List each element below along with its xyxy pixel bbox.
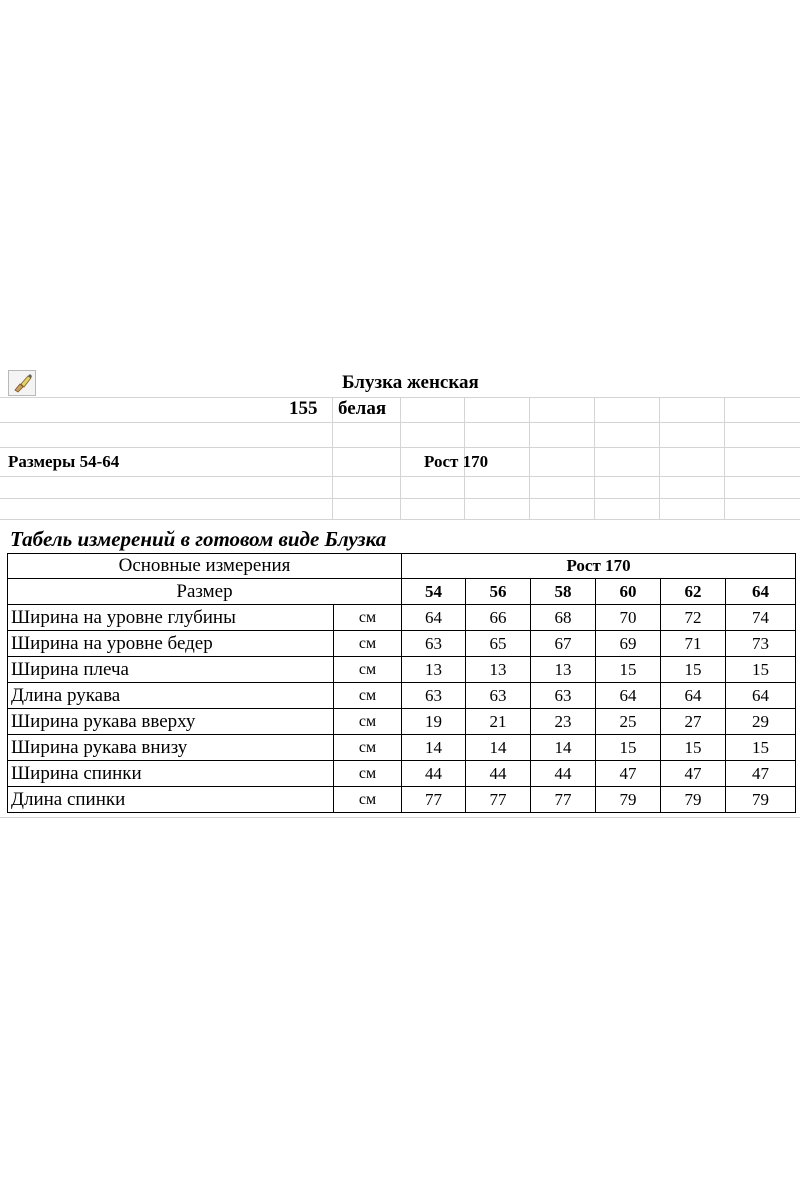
value-cell: 77: [531, 787, 596, 813]
value-cell: 69: [596, 631, 661, 657]
table-row: [8, 683, 796, 709]
grid-divider: [0, 817, 800, 818]
unit-cell: см: [334, 735, 402, 761]
value-cell: 66: [466, 605, 531, 631]
unit-cell: см: [334, 787, 402, 813]
size-cell: 56: [466, 579, 531, 605]
value-cell: 29: [726, 709, 796, 735]
value-cell: 72: [661, 605, 726, 631]
size-cell: 60: [596, 579, 661, 605]
value-cell: 73: [726, 631, 796, 657]
value-cell: 63: [402, 631, 466, 657]
value-cell: 77: [402, 787, 466, 813]
unit-cell: см: [334, 631, 402, 657]
value-cell: 44: [402, 761, 466, 787]
table-row: [8, 735, 796, 761]
value-cell: 63: [402, 683, 466, 709]
value-cell: 23: [531, 709, 596, 735]
value-cell: 77: [466, 787, 531, 813]
table-row: [8, 709, 796, 735]
measurement-table: [7, 553, 796, 813]
unit-cell: см: [334, 605, 402, 631]
measurement-label: Длина рукава: [8, 683, 334, 709]
value-cell: 14: [466, 735, 531, 761]
value-cell: 47: [661, 761, 726, 787]
value-cell: 67: [531, 631, 596, 657]
table-row: [8, 787, 796, 813]
value-cell: 47: [596, 761, 661, 787]
header-row-sizes: [8, 579, 796, 605]
value-cell: 25: [596, 709, 661, 735]
value-cell: 63: [466, 683, 531, 709]
paintbrush-icon[interactable]: [8, 370, 36, 396]
table-row: [8, 605, 796, 631]
size-cell: 54: [402, 579, 466, 605]
value-cell: 44: [531, 761, 596, 787]
unit-cell: см: [334, 683, 402, 709]
measurement-label: Ширина на уровне бедер: [8, 631, 334, 657]
size-cell: 58: [531, 579, 596, 605]
value-cell: 70: [596, 605, 661, 631]
main-measurements-header: Основные измерения: [8, 554, 402, 579]
value-cell: 15: [661, 657, 726, 683]
value-cell: 15: [661, 735, 726, 761]
value-cell: 79: [726, 787, 796, 813]
measurement-label: Длина спинки: [8, 787, 334, 813]
table-row: [8, 761, 796, 787]
table-title: Табель измерений в готовом виде Блузка: [10, 527, 387, 551]
value-cell: 65: [466, 631, 531, 657]
value-cell: 79: [596, 787, 661, 813]
value-cell: 27: [661, 709, 726, 735]
value-cell: 63: [531, 683, 596, 709]
value-cell: 14: [531, 735, 596, 761]
value-cell: 15: [726, 735, 796, 761]
value-cell: 21: [466, 709, 531, 735]
sizes-label: Размеры 54-64: [8, 452, 120, 471]
table-row: [8, 631, 796, 657]
value-cell: 44: [466, 761, 531, 787]
value-cell: 47: [726, 761, 796, 787]
height-label: Рост 170: [424, 452, 489, 471]
value-cell: 64: [402, 605, 466, 631]
table-row: [8, 657, 796, 683]
unit-cell: см: [334, 709, 402, 735]
value-cell: 74: [726, 605, 796, 631]
measurement-label: Ширина плеча: [8, 657, 334, 683]
value-cell: 79: [661, 787, 726, 813]
size-header: Размер: [8, 579, 402, 605]
size-cell: 64: [726, 579, 796, 605]
measurement-label: Ширина спинки: [8, 761, 334, 787]
value-cell: 13: [466, 657, 531, 683]
unit-cell: см: [334, 761, 402, 787]
value-cell: 71: [661, 631, 726, 657]
measurement-label: Ширина рукава вверху: [8, 709, 334, 735]
value-cell: 15: [596, 657, 661, 683]
measurement-label: Ширина рукава внизу: [8, 735, 334, 761]
size-cell: 62: [661, 579, 726, 605]
unit-cell: см: [334, 657, 402, 683]
value-cell: 64: [661, 683, 726, 709]
value-cell: 13: [402, 657, 466, 683]
value-cell: 13: [531, 657, 596, 683]
model-number: 155: [289, 398, 318, 419]
height-group-header: Рост 170: [402, 554, 796, 579]
measurement-label: Ширина на уровне глубины: [8, 605, 334, 631]
value-cell: 68: [531, 605, 596, 631]
product-color: белая: [338, 398, 387, 419]
value-cell: 14: [402, 735, 466, 761]
product-title: Блузка женская: [342, 372, 479, 393]
value-cell: 64: [726, 683, 796, 709]
value-cell: 15: [726, 657, 796, 683]
value-cell: 19: [402, 709, 466, 735]
value-cell: 15: [596, 735, 661, 761]
header-row-measurements: [8, 554, 796, 579]
value-cell: 64: [596, 683, 661, 709]
